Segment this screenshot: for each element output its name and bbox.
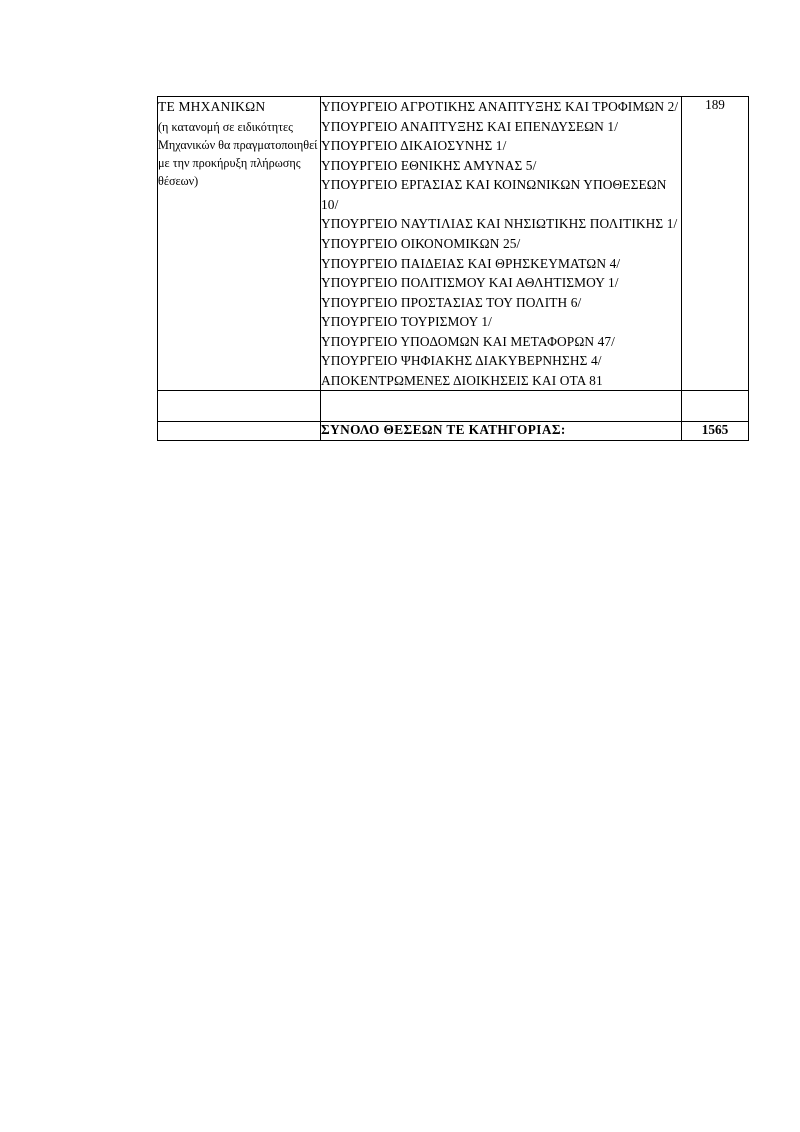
ministry-entry: ΥΠΟΥΡΓΕΙΟ ΕΘΝΙΚΗΣ ΑΜΥΝΑΣ 5/ bbox=[321, 157, 537, 173]
category-title: ΤΕ ΜΗΧΑΝΙΚΩΝ bbox=[158, 99, 266, 114]
ministry-entry: ΥΠΟΥΡΓΕΙΟ ΨΗΦΙΑΚΗΣ ΔΙΑΚΥΒΕΡΝΗΣΗΣ 4/ bbox=[321, 353, 602, 369]
empty-ministries-cell bbox=[321, 391, 682, 422]
ministry-entry: ΥΠΟΥΡΓΕΙΟ ΠΡΟΣΤΑΣΙΑΣ ΤΟΥ ΠΟΛΙΤΗ 6/ bbox=[321, 294, 582, 310]
category-note: (η κατανομή σε ειδικότητες Μηχανικών θα πραγματοποιηθεί με την προκήρυξη πλήρωσης θέσεων) bbox=[158, 119, 318, 189]
ministry-entry: ΥΠΟΥΡΓΕΙΟ ΕΡΓΑΣΙΑΣ ΚΑΙ ΚΟΙΝΩΝΙΚΩΝ ΥΠΟΘΕΣΕΩΝ 10/ bbox=[321, 177, 667, 212]
positions-table bbox=[157, 96, 749, 441]
ministry-entry: ΥΠΟΥΡΓΕΙΟ ΠΟΛΙΤΙΣΜΟΥ ΚΑΙ ΑΘΛΗΤΙΣΜΟΥ 1/ bbox=[321, 275, 619, 291]
total-spacer-cell bbox=[158, 422, 321, 441]
total-label: ΣΥΝΟΛΟ ΘΕΣΕΩΝ ΤΕ ΚΑΤΗΓΟΡΙΑΣ: bbox=[321, 422, 682, 441]
ministry-entry: ΑΠΟΚΕΝΤΡΩΜΕΝΕΣ ΔΙΟΙΚΗΣΕΙΣ ΚΑΙ ΟΤΑ 81 bbox=[321, 372, 603, 388]
ministry-entry: ΥΠΟΥΡΓΕΙΟ ΝΑΥΤΙΛΙΑΣ ΚΑΙ ΝΗΣΙΩΤΙΚΗΣ ΠΟΛΙΤΙΚΗΣ 1/ bbox=[321, 216, 678, 232]
empty-count-cell bbox=[682, 391, 749, 422]
empty-category-cell bbox=[158, 391, 321, 422]
ministry-entry: ΥΠΟΥΡΓΕΙΟ ΟΙΚΟΝΟΜΙΚΩΝ 25/ bbox=[321, 235, 521, 251]
ministry-entry: ΥΠΟΥΡΓΕΙΟ ΔΙΚΑΙΟΣΥΝΗΣ 1/ bbox=[321, 138, 507, 154]
ministry-entry: ΥΠΟΥΡΓΕΙΟ ΑΓΡΟΤΙΚΗΣ ΑΝΑΠΤΥΞΗΣ ΚΑΙ ΤΡΟΦΙΜΩΝ 2/ bbox=[321, 99, 679, 114]
table-row bbox=[158, 97, 749, 391]
ministry-entry: ΥΠΟΥΡΓΕΙΟ ΥΠΟΔΟΜΩΝ ΚΑΙ ΜΕΤΑΦΟΡΩΝ 47/ bbox=[321, 333, 616, 349]
ministry-entry: ΥΠΟΥΡΓΕΙΟ ΤΟΥΡΙΣΜΟΥ 1/ bbox=[321, 314, 492, 330]
table-row-total bbox=[158, 422, 749, 441]
table-row-empty bbox=[158, 391, 749, 422]
ministries-cell bbox=[321, 97, 682, 391]
category-count: 189 bbox=[682, 97, 749, 391]
ministry-entry: ΥΠΟΥΡΓΕΙΟ ΠΑΙΔΕΙΑΣ ΚΑΙ ΘΡΗΣΚΕΥΜΑΤΩΝ 4/ bbox=[321, 255, 621, 271]
total-value: 1565 bbox=[682, 422, 749, 441]
category-cell bbox=[158, 97, 321, 391]
ministry-entry: ΥΠΟΥΡΓΕΙΟ ΑΝΑΠΤΥΞΗΣ ΚΑΙ ΕΠΕΝΔΥΣΕΩΝ 1/ bbox=[321, 118, 619, 134]
